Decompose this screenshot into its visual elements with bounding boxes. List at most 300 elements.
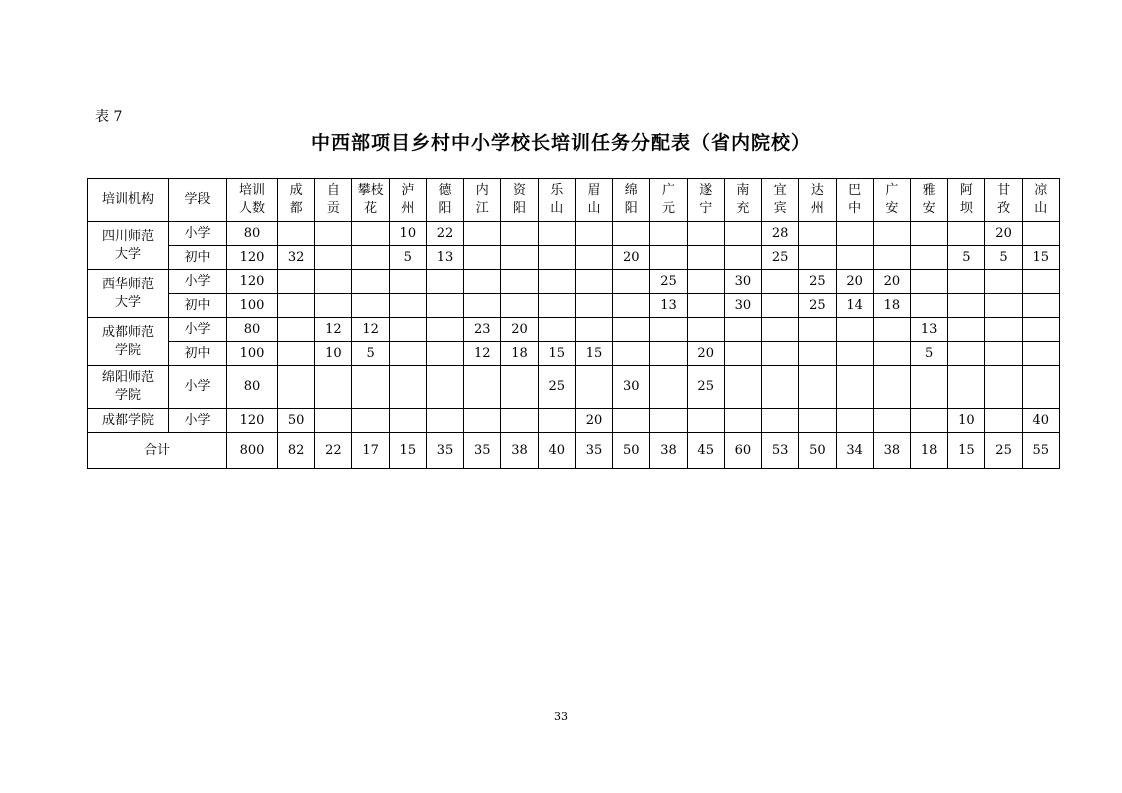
header-region xyxy=(1022,179,1059,222)
header-region-line2: 山 xyxy=(587,201,601,216)
quota-cell xyxy=(278,342,315,366)
table-row xyxy=(88,294,1060,318)
header-region-line2: 安 xyxy=(885,201,899,216)
quota-cell xyxy=(985,270,1022,294)
quota-cell xyxy=(985,366,1022,409)
quota-cell xyxy=(1022,222,1059,246)
quota-cell xyxy=(538,409,575,433)
header-region xyxy=(315,179,352,222)
quota-cell xyxy=(687,270,724,294)
header-region-line2: 宁 xyxy=(699,201,713,216)
quota-cell xyxy=(278,222,315,246)
sum-cell: 60 xyxy=(724,433,761,469)
quota-cell xyxy=(873,222,910,246)
quota-cell: 15 xyxy=(538,342,575,366)
sum-cell: 50 xyxy=(613,433,650,469)
quota-cell xyxy=(315,294,352,318)
header-region-line1: 广 xyxy=(885,183,899,198)
quota-cell xyxy=(1022,342,1059,366)
quota-cell xyxy=(538,246,575,270)
header-region-line2: 宾 xyxy=(773,201,787,216)
header-region xyxy=(352,179,389,222)
stage-cell: 小学 xyxy=(169,409,227,433)
header-region-line1: 宜 xyxy=(773,183,787,198)
quota-cell xyxy=(836,222,873,246)
header-region-line2: 花 xyxy=(364,201,378,216)
header-count-line1: 培训 xyxy=(238,183,265,198)
header-region xyxy=(650,179,687,222)
quota-cell xyxy=(873,342,910,366)
quota-cell xyxy=(910,409,947,433)
quota-cell xyxy=(762,318,799,342)
quota-cell xyxy=(799,366,836,409)
table-number-label: 表 7 xyxy=(95,109,123,125)
header-region-line2: 元 xyxy=(661,201,675,216)
quota-cell: 30 xyxy=(613,366,650,409)
quota-cell xyxy=(575,318,612,342)
quota-cell xyxy=(389,342,426,366)
header-region xyxy=(278,179,315,222)
quota-cell xyxy=(687,318,724,342)
quota-cell xyxy=(389,270,426,294)
quota-cell xyxy=(948,270,985,294)
header-region-line1: 巴 xyxy=(848,183,862,198)
header-region-line2: 充 xyxy=(736,201,750,216)
quota-cell: 20 xyxy=(613,246,650,270)
quota-cell xyxy=(836,409,873,433)
institution-name-line2: 大学 xyxy=(114,294,141,310)
header-region-line2: 孜 xyxy=(997,201,1011,216)
total-cell: 100 xyxy=(227,342,278,366)
quota-cell xyxy=(948,366,985,409)
header-region-line1: 遂 xyxy=(699,183,713,198)
header-region xyxy=(575,179,612,222)
quota-cell: 13 xyxy=(426,246,463,270)
quota-cell: 12 xyxy=(315,318,352,342)
quota-cell xyxy=(501,222,538,246)
quota-cell: 40 xyxy=(1022,409,1059,433)
header-region-line2: 山 xyxy=(550,201,564,216)
quota-cell xyxy=(1022,318,1059,342)
header-region-line2: 江 xyxy=(475,201,489,216)
quota-cell xyxy=(724,342,761,366)
quota-cell xyxy=(910,270,947,294)
institution-name-line2: 大学 xyxy=(114,246,141,262)
quota-cell xyxy=(389,366,426,409)
quota-cell xyxy=(650,222,687,246)
header-region xyxy=(948,179,985,222)
total-cell: 100 xyxy=(227,294,278,318)
quota-cell xyxy=(575,222,612,246)
quota-cell xyxy=(278,366,315,409)
quota-cell xyxy=(1022,294,1059,318)
quota-cell xyxy=(948,222,985,246)
header-region xyxy=(762,179,799,222)
quota-cell xyxy=(799,342,836,366)
sum-cell: 38 xyxy=(501,433,538,469)
quota-cell: 25 xyxy=(650,270,687,294)
sum-cell: 25 xyxy=(985,433,1022,469)
quota-cell: 22 xyxy=(426,222,463,246)
table-row xyxy=(88,270,1060,294)
quota-cell xyxy=(352,366,389,409)
quota-cell xyxy=(687,222,724,246)
quota-cell xyxy=(278,270,315,294)
sum-label: 合计 xyxy=(88,433,227,469)
quota-cell xyxy=(873,318,910,342)
header-region xyxy=(836,179,873,222)
quota-cell xyxy=(389,318,426,342)
header-region-line2: 都 xyxy=(289,201,303,216)
quota-cell xyxy=(464,366,501,409)
quota-cell: 18 xyxy=(501,342,538,366)
quota-cell xyxy=(501,246,538,270)
quota-cell: 25 xyxy=(799,270,836,294)
header-region xyxy=(389,179,426,222)
header-region xyxy=(687,179,724,222)
header-region-line1: 凉 xyxy=(1034,183,1048,198)
institution-name xyxy=(88,222,169,270)
header-region-line1: 眉 xyxy=(587,183,601,198)
sum-cell: 18 xyxy=(910,433,947,469)
quota-cell: 5 xyxy=(948,246,985,270)
quota-cell xyxy=(985,342,1022,366)
header-region-line2: 阳 xyxy=(513,201,527,216)
sum-cell: 34 xyxy=(836,433,873,469)
sum-cell: 55 xyxy=(1022,433,1059,469)
quota-cell xyxy=(948,342,985,366)
quota-cell xyxy=(352,246,389,270)
stage-cell: 小学 xyxy=(169,270,227,294)
quota-cell xyxy=(464,222,501,246)
quota-cell xyxy=(538,318,575,342)
header-region-line1: 乐 xyxy=(550,183,564,198)
quota-cell xyxy=(836,246,873,270)
stage-cell: 小学 xyxy=(169,318,227,342)
header-region-line1: 内 xyxy=(475,183,489,198)
stage-cell: 初中 xyxy=(169,294,227,318)
quota-cell: 25 xyxy=(687,366,724,409)
quota-cell xyxy=(315,222,352,246)
quota-cell xyxy=(613,318,650,342)
quota-cell xyxy=(426,342,463,366)
quota-cell xyxy=(575,246,612,270)
quota-cell: 5 xyxy=(985,246,1022,270)
quota-cell xyxy=(464,270,501,294)
quota-cell: 30 xyxy=(724,270,761,294)
quota-cell: 25 xyxy=(538,366,575,409)
quota-cell xyxy=(501,294,538,318)
quota-cell: 12 xyxy=(464,342,501,366)
quota-cell: 23 xyxy=(464,318,501,342)
quota-cell xyxy=(985,294,1022,318)
quota-cell: 10 xyxy=(389,222,426,246)
quota-cell xyxy=(575,270,612,294)
quota-cell xyxy=(613,342,650,366)
quota-cell xyxy=(948,318,985,342)
quota-cell xyxy=(389,409,426,433)
stage-cell: 初中 xyxy=(169,246,227,270)
quota-cell: 20 xyxy=(873,270,910,294)
quota-cell xyxy=(278,318,315,342)
quota-cell: 18 xyxy=(873,294,910,318)
header-region-line1: 德 xyxy=(438,183,452,198)
quota-cell: 15 xyxy=(1022,246,1059,270)
quota-cell: 20 xyxy=(836,270,873,294)
quota-cell xyxy=(910,246,947,270)
total-cell: 120 xyxy=(227,409,278,433)
quota-cell xyxy=(501,270,538,294)
quota-cell xyxy=(873,366,910,409)
quota-cell: 13 xyxy=(910,318,947,342)
header-region-line1: 资 xyxy=(513,183,527,198)
quota-cell xyxy=(278,294,315,318)
sum-cell: 15 xyxy=(389,433,426,469)
quota-cell: 28 xyxy=(762,222,799,246)
sum-row xyxy=(88,433,1060,469)
institution-name xyxy=(88,409,169,433)
quota-cell: 32 xyxy=(278,246,315,270)
quota-cell xyxy=(910,366,947,409)
institution-name xyxy=(88,366,169,409)
header-region-line1: 成 xyxy=(289,183,303,198)
total-cell: 120 xyxy=(227,246,278,270)
sum-cell: 17 xyxy=(352,433,389,469)
header-region xyxy=(501,179,538,222)
header-region-line1: 南 xyxy=(736,183,750,198)
quota-cell: 20 xyxy=(985,222,1022,246)
quota-cell: 10 xyxy=(315,342,352,366)
institution-name xyxy=(88,318,169,366)
quota-cell xyxy=(538,270,575,294)
quota-cell xyxy=(873,246,910,270)
header-region-line2: 州 xyxy=(401,201,415,216)
quota-cell xyxy=(389,294,426,318)
quota-cell: 13 xyxy=(650,294,687,318)
header-region xyxy=(873,179,910,222)
sum-cell: 38 xyxy=(650,433,687,469)
quota-cell xyxy=(613,270,650,294)
table-row xyxy=(88,366,1060,409)
table-row xyxy=(88,342,1060,366)
quota-cell xyxy=(613,409,650,433)
quota-cell xyxy=(1022,270,1059,294)
quota-cell xyxy=(315,409,352,433)
sum-cell: 53 xyxy=(762,433,799,469)
institution-name-line1: 成都师范 xyxy=(101,324,154,340)
institution-name-line1: 西华师范 xyxy=(101,276,154,292)
quota-cell xyxy=(799,409,836,433)
quota-cell xyxy=(613,294,650,318)
quota-cell: 5 xyxy=(352,342,389,366)
quota-cell: 5 xyxy=(910,342,947,366)
header-region xyxy=(799,179,836,222)
page-number: 33 xyxy=(554,710,568,723)
quota-cell xyxy=(538,222,575,246)
header-region-line2: 坝 xyxy=(959,201,973,216)
quota-cell: 25 xyxy=(762,246,799,270)
header-region-line2: 安 xyxy=(922,201,936,216)
sum-cell: 22 xyxy=(315,433,352,469)
header-region-line1: 泸 xyxy=(401,183,415,198)
header-region-line2: 阳 xyxy=(438,201,452,216)
quota-cell xyxy=(724,366,761,409)
sum-cell: 35 xyxy=(426,433,463,469)
institution-name-line1: 成都学院 xyxy=(101,412,154,428)
quota-cell: 14 xyxy=(836,294,873,318)
quota-cell xyxy=(650,246,687,270)
header-row xyxy=(88,179,1060,222)
quota-cell xyxy=(426,294,463,318)
header-region-line2: 阳 xyxy=(624,201,638,216)
quota-cell xyxy=(799,318,836,342)
quota-cell xyxy=(873,409,910,433)
quota-cell xyxy=(464,294,501,318)
quota-cell xyxy=(687,294,724,318)
header-region-line1: 阿 xyxy=(959,183,973,198)
header-region-line2: 山 xyxy=(1034,201,1048,216)
sum-cell: 35 xyxy=(464,433,501,469)
institution-name-line2: 学院 xyxy=(114,388,141,403)
header-stage: 学段 xyxy=(169,179,227,222)
sum-cell: 50 xyxy=(799,433,836,469)
sum-cell: 15 xyxy=(948,433,985,469)
quota-cell xyxy=(724,409,761,433)
sum-cell: 45 xyxy=(687,433,724,469)
quota-cell xyxy=(352,294,389,318)
quota-cell xyxy=(464,409,501,433)
header-region-line2: 中 xyxy=(848,201,862,216)
quota-cell xyxy=(762,294,799,318)
quota-cell: 20 xyxy=(501,318,538,342)
quota-cell: 20 xyxy=(575,409,612,433)
institution-name xyxy=(88,270,169,318)
stage-cell: 小学 xyxy=(169,222,227,246)
quota-cell xyxy=(687,246,724,270)
header-region-line1: 广 xyxy=(661,183,675,198)
sum-cell: 82 xyxy=(278,433,315,469)
institution-name-line1: 四川师范 xyxy=(101,228,154,244)
quota-cell xyxy=(836,366,873,409)
quota-cell xyxy=(724,318,761,342)
quota-cell xyxy=(1022,366,1059,409)
quota-cell xyxy=(948,294,985,318)
institution-name-line2: 学院 xyxy=(114,342,141,358)
quota-cell xyxy=(985,318,1022,342)
header-region xyxy=(426,179,463,222)
quota-cell xyxy=(724,222,761,246)
table-row xyxy=(88,246,1060,270)
quota-cell xyxy=(315,270,352,294)
quota-cell xyxy=(575,366,612,409)
quota-cell xyxy=(501,366,538,409)
quota-cell xyxy=(315,246,352,270)
quota-cell xyxy=(575,294,612,318)
quota-cell: 10 xyxy=(948,409,985,433)
table-row xyxy=(88,318,1060,342)
header-region-line1: 甘 xyxy=(997,183,1011,198)
header-region-line1: 达 xyxy=(810,183,824,198)
quota-cell xyxy=(650,342,687,366)
total-cell: 80 xyxy=(227,222,278,246)
stage-cell: 小学 xyxy=(169,366,227,409)
quota-cell xyxy=(315,366,352,409)
quota-cell xyxy=(426,270,463,294)
quota-cell xyxy=(650,366,687,409)
sum-cell: 40 xyxy=(538,433,575,469)
table-row xyxy=(88,222,1060,246)
header-org: 培训机构 xyxy=(88,179,169,222)
header-region-line1: 雅 xyxy=(922,183,936,198)
quota-cell xyxy=(352,409,389,433)
quota-cell xyxy=(836,342,873,366)
quota-cell: 15 xyxy=(575,342,612,366)
quota-cell xyxy=(426,409,463,433)
header-region xyxy=(985,179,1022,222)
quota-cell xyxy=(762,409,799,433)
institution-name-line1: 绵阳师范 xyxy=(101,370,154,385)
quota-cell xyxy=(613,222,650,246)
quota-cell xyxy=(352,222,389,246)
quota-cell xyxy=(985,409,1022,433)
quota-cell: 12 xyxy=(352,318,389,342)
quota-cell xyxy=(687,409,724,433)
header-region-line1: 自 xyxy=(326,183,340,198)
total-cell: 80 xyxy=(227,318,278,342)
quota-cell xyxy=(836,318,873,342)
quota-cell xyxy=(650,318,687,342)
header-count xyxy=(227,179,278,222)
header-count-line2: 人数 xyxy=(238,201,265,216)
header-region xyxy=(724,179,761,222)
quota-cell xyxy=(464,246,501,270)
quota-cell xyxy=(538,294,575,318)
total-cell: 120 xyxy=(227,270,278,294)
header-region-line1: 攀枝 xyxy=(357,183,384,198)
allocation-table xyxy=(87,178,1060,469)
sum-cell: 35 xyxy=(575,433,612,469)
page-title: 中西部项目乡村中小学校长培训任务分配表（省内院校） xyxy=(310,132,811,154)
header-region xyxy=(538,179,575,222)
header-region-line2: 州 xyxy=(810,201,824,216)
quota-cell: 5 xyxy=(389,246,426,270)
quota-cell: 30 xyxy=(724,294,761,318)
total-cell: 80 xyxy=(227,366,278,409)
sum-cell: 38 xyxy=(873,433,910,469)
header-region xyxy=(613,179,650,222)
quota-cell xyxy=(426,366,463,409)
quota-cell: 20 xyxy=(687,342,724,366)
header-region xyxy=(464,179,501,222)
quota-cell xyxy=(799,246,836,270)
quota-cell xyxy=(762,366,799,409)
header-region xyxy=(910,179,947,222)
table-row xyxy=(88,409,1060,433)
quota-cell xyxy=(501,409,538,433)
quota-cell xyxy=(762,270,799,294)
header-region-line1: 绵 xyxy=(624,183,638,198)
quota-cell xyxy=(426,318,463,342)
quota-cell xyxy=(762,342,799,366)
quota-cell xyxy=(910,222,947,246)
quota-cell xyxy=(799,222,836,246)
quota-cell: 25 xyxy=(799,294,836,318)
quota-cell xyxy=(650,409,687,433)
quota-cell xyxy=(352,270,389,294)
header-region-line2: 贡 xyxy=(326,201,340,216)
quota-cell xyxy=(724,246,761,270)
stage-cell: 初中 xyxy=(169,342,227,366)
